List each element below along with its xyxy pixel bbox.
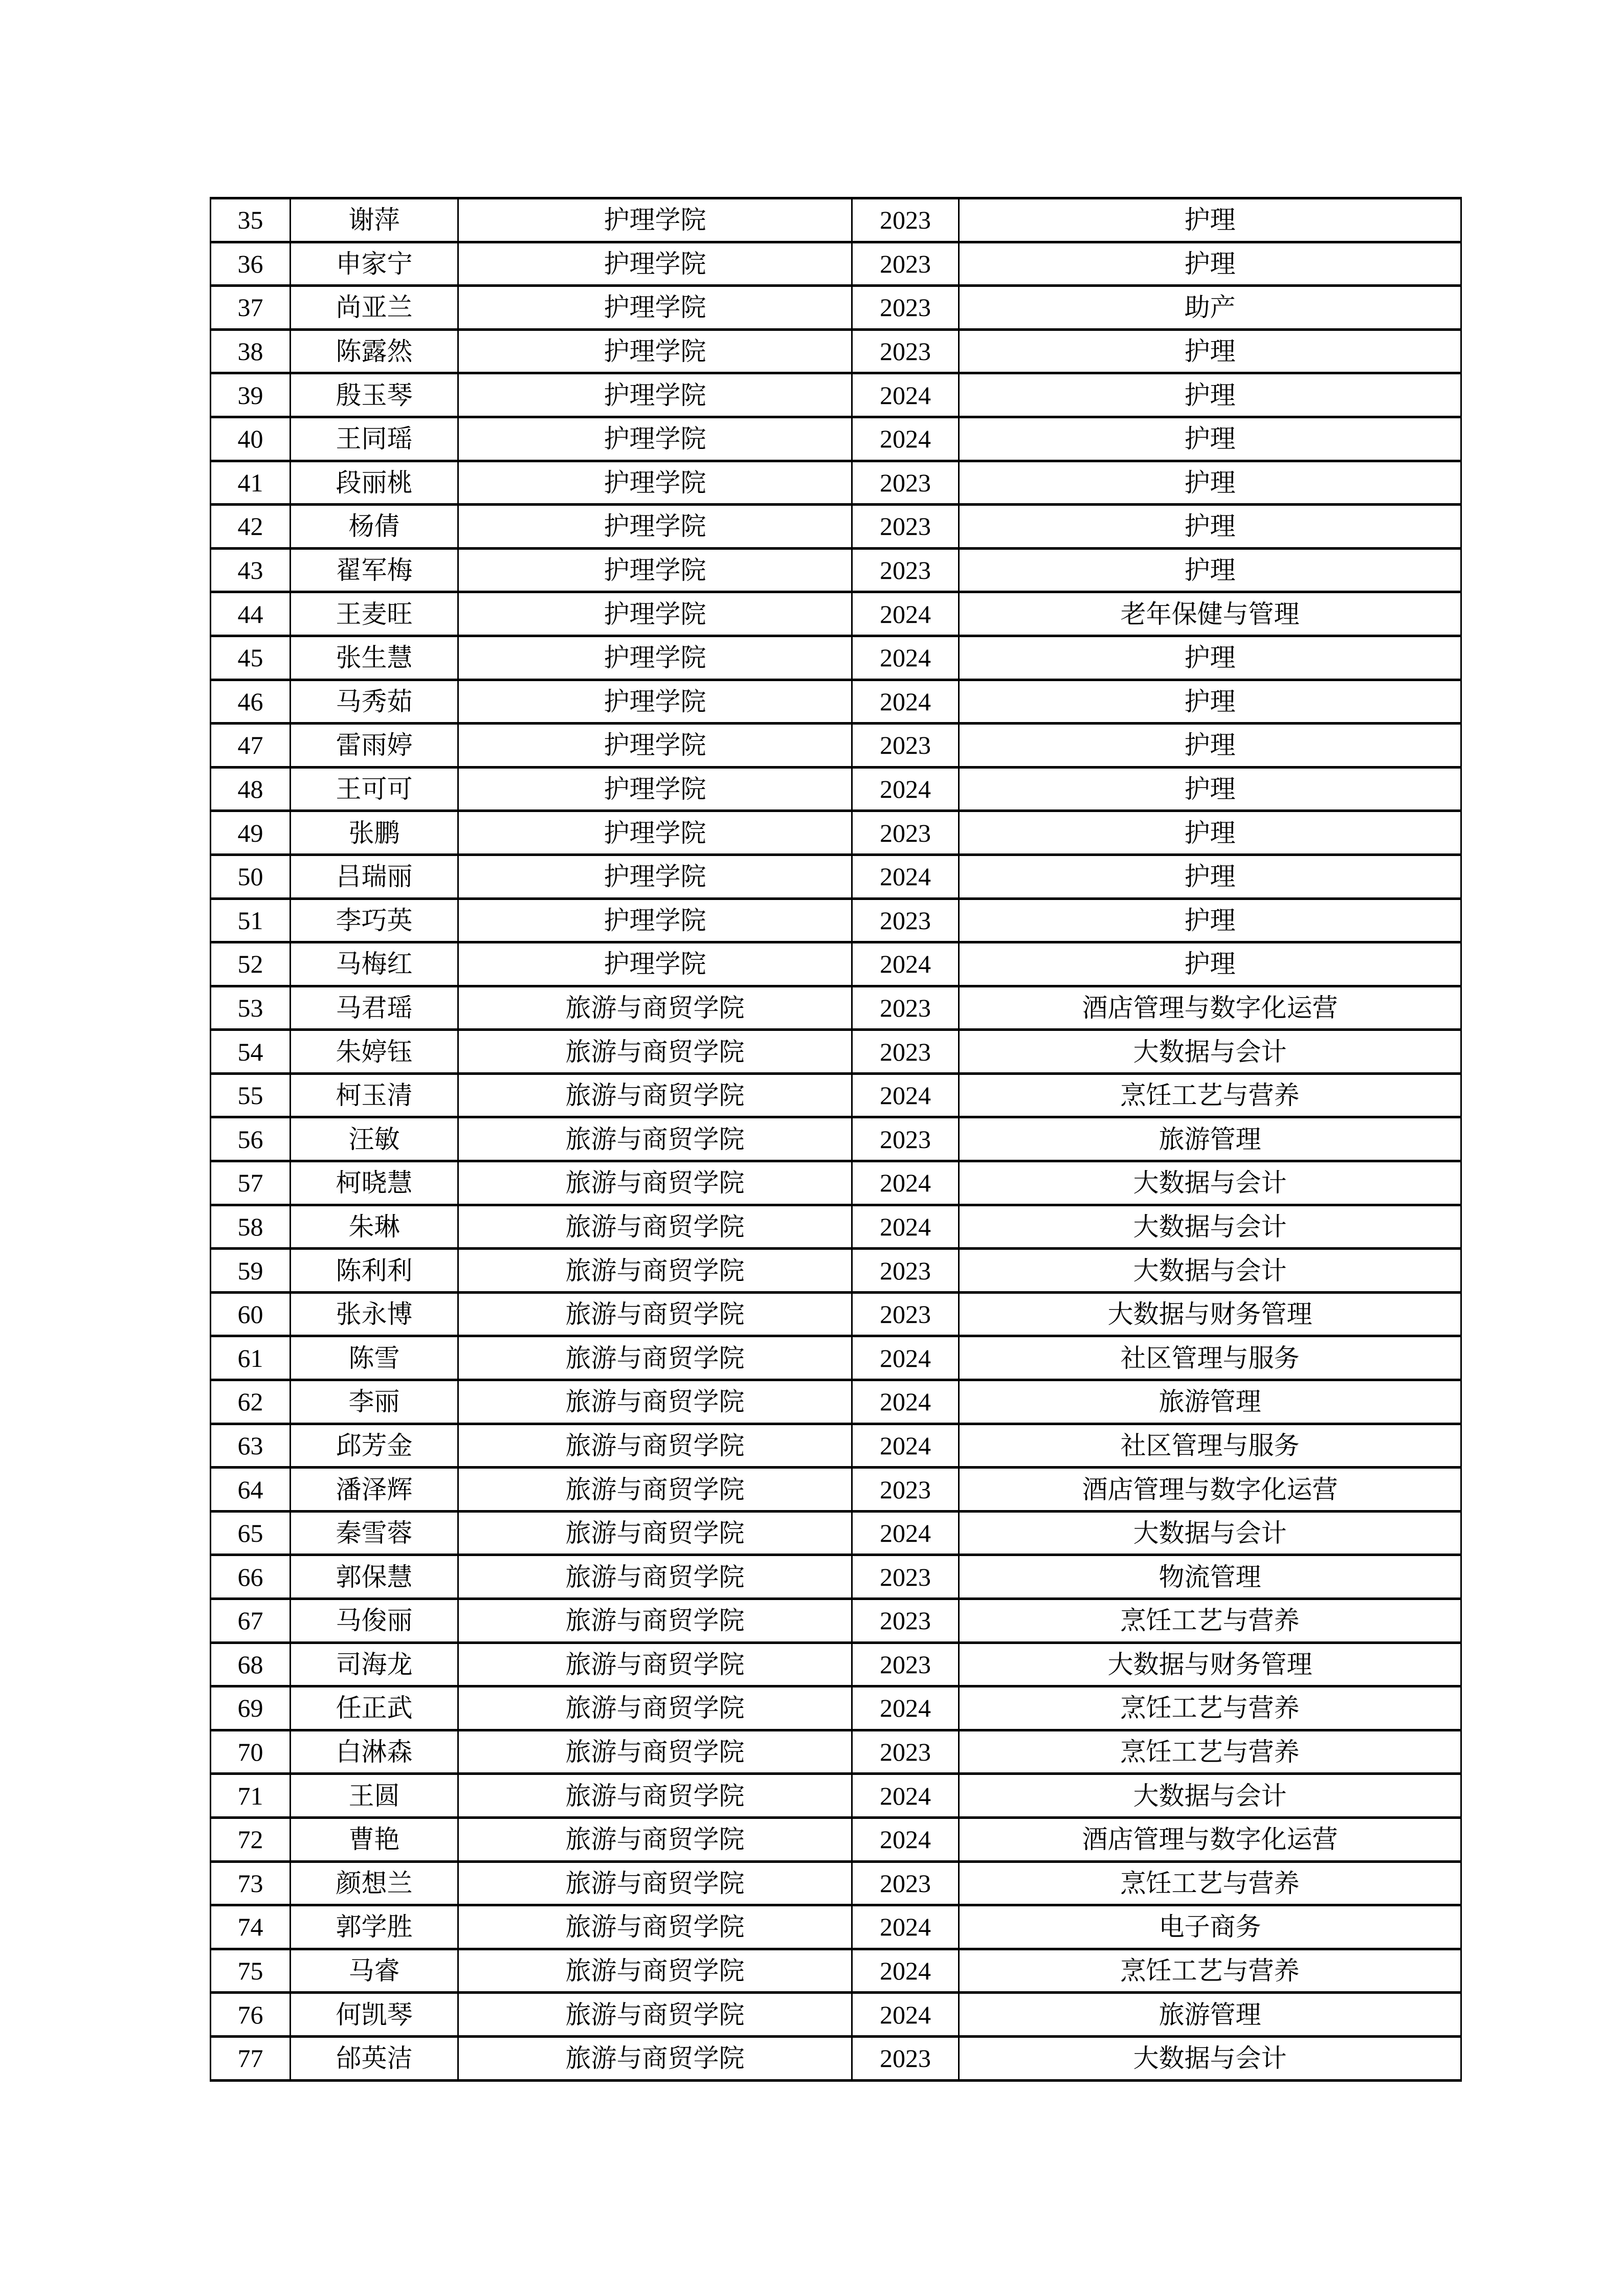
cell-year: 2023 bbox=[852, 1249, 959, 1293]
table-row bbox=[211, 1730, 1461, 1774]
cell-no: 46 bbox=[211, 680, 291, 724]
cell-college: 护理学院 bbox=[458, 461, 852, 505]
cell-college: 旅游与商贸学院 bbox=[458, 986, 852, 1030]
cell-major: 大数据与财务管理 bbox=[959, 1642, 1461, 1686]
cell-name: 尚亚兰 bbox=[291, 286, 458, 330]
table-row bbox=[211, 1555, 1461, 1599]
cell-no: 73 bbox=[211, 1861, 291, 1905]
cell-no: 55 bbox=[211, 1073, 291, 1117]
cell-year: 2023 bbox=[852, 1030, 959, 1074]
cell-major: 护理 bbox=[959, 767, 1461, 811]
cell-major: 大数据与会计 bbox=[959, 1774, 1461, 1818]
cell-no: 50 bbox=[211, 854, 291, 898]
cell-major: 大数据与会计 bbox=[959, 1511, 1461, 1555]
cell-major: 烹饪工艺与营养 bbox=[959, 1949, 1461, 1993]
cell-major: 护理 bbox=[959, 242, 1461, 286]
cell-college: 旅游与商贸学院 bbox=[458, 1993, 852, 2037]
cell-year: 2024 bbox=[852, 1686, 959, 1730]
cell-name: 陈雪 bbox=[291, 1336, 458, 1380]
cell-major: 社区管理与服务 bbox=[959, 1336, 1461, 1380]
cell-no: 62 bbox=[211, 1380, 291, 1424]
cell-no: 56 bbox=[211, 1117, 291, 1161]
cell-no: 44 bbox=[211, 592, 291, 636]
cell-no: 70 bbox=[211, 1730, 291, 1774]
cell-major: 酒店管理与数字化运营 bbox=[959, 986, 1461, 1030]
table-row bbox=[211, 1949, 1461, 1993]
table-row bbox=[211, 1205, 1461, 1249]
cell-major: 助产 bbox=[959, 286, 1461, 330]
cell-name: 郭保慧 bbox=[291, 1555, 458, 1599]
cell-name: 马秀茹 bbox=[291, 680, 458, 724]
cell-college: 护理学院 bbox=[458, 286, 852, 330]
cell-no: 68 bbox=[211, 1642, 291, 1686]
cell-year: 2023 bbox=[852, 1599, 959, 1643]
cell-year: 2023 bbox=[852, 724, 959, 768]
cell-college: 旅游与商贸学院 bbox=[458, 1380, 852, 1424]
cell-year: 2023 bbox=[852, 2036, 959, 2080]
cell-no: 37 bbox=[211, 286, 291, 330]
cell-name: 柯晓慧 bbox=[291, 1161, 458, 1205]
table-row bbox=[211, 767, 1461, 811]
cell-major: 酒店管理与数字化运营 bbox=[959, 1817, 1461, 1861]
cell-college: 护理学院 bbox=[458, 636, 852, 680]
cell-major: 烹饪工艺与营养 bbox=[959, 1861, 1461, 1905]
table-row bbox=[211, 898, 1461, 942]
table-row bbox=[211, 1817, 1461, 1861]
cell-name: 雷雨婷 bbox=[291, 724, 458, 768]
table-row bbox=[211, 1380, 1461, 1424]
cell-no: 65 bbox=[211, 1511, 291, 1555]
cell-year: 2024 bbox=[852, 373, 959, 417]
cell-college: 护理学院 bbox=[458, 680, 852, 724]
cell-major: 旅游管理 bbox=[959, 1380, 1461, 1424]
cell-major: 烹饪工艺与营养 bbox=[959, 1599, 1461, 1643]
cell-year: 2024 bbox=[852, 1905, 959, 1949]
cell-year: 2023 bbox=[852, 548, 959, 592]
cell-major: 护理 bbox=[959, 898, 1461, 942]
cell-no: 61 bbox=[211, 1336, 291, 1380]
table-row bbox=[211, 1117, 1461, 1161]
cell-major: 护理 bbox=[959, 811, 1461, 855]
cell-name: 朱琳 bbox=[291, 1205, 458, 1249]
cell-college: 护理学院 bbox=[458, 417, 852, 461]
cell-year: 2024 bbox=[852, 942, 959, 986]
cell-name: 谢萍 bbox=[291, 198, 458, 242]
cell-college: 护理学院 bbox=[458, 198, 852, 242]
cell-no: 36 bbox=[211, 242, 291, 286]
cell-name: 何凯琴 bbox=[291, 1993, 458, 2037]
cell-name: 吕瑞丽 bbox=[291, 854, 458, 898]
table-row bbox=[211, 2036, 1461, 2080]
cell-year: 2024 bbox=[852, 1511, 959, 1555]
cell-name: 王圆 bbox=[291, 1774, 458, 1818]
cell-major: 旅游管理 bbox=[959, 1993, 1461, 2037]
table-row bbox=[211, 854, 1461, 898]
table-row bbox=[211, 329, 1461, 373]
cell-college: 旅游与商贸学院 bbox=[458, 1030, 852, 1074]
cell-college: 旅游与商贸学院 bbox=[458, 1292, 852, 1336]
cell-name: 马君瑶 bbox=[291, 986, 458, 1030]
cell-name: 张鹏 bbox=[291, 811, 458, 855]
cell-year: 2024 bbox=[852, 680, 959, 724]
cell-name: 段丽桃 bbox=[291, 461, 458, 505]
cell-year: 2023 bbox=[852, 811, 959, 855]
cell-year: 2023 bbox=[852, 1292, 959, 1336]
cell-year: 2024 bbox=[852, 1993, 959, 2037]
cell-major: 护理 bbox=[959, 505, 1461, 549]
cell-college: 旅游与商贸学院 bbox=[458, 1161, 852, 1205]
cell-major: 护理 bbox=[959, 636, 1461, 680]
table-row bbox=[211, 1424, 1461, 1468]
cell-year: 2024 bbox=[852, 854, 959, 898]
cell-college: 护理学院 bbox=[458, 329, 852, 373]
table-row bbox=[211, 1030, 1461, 1074]
table-row bbox=[211, 1993, 1461, 2037]
table-row bbox=[211, 286, 1461, 330]
cell-year: 2024 bbox=[852, 1817, 959, 1861]
cell-college: 旅游与商贸学院 bbox=[458, 1949, 852, 1993]
cell-name: 张生慧 bbox=[291, 636, 458, 680]
cell-name: 马俊丽 bbox=[291, 1599, 458, 1643]
cell-no: 57 bbox=[211, 1161, 291, 1205]
cell-no: 43 bbox=[211, 548, 291, 592]
table-row bbox=[211, 1599, 1461, 1643]
cell-name: 朱婷钰 bbox=[291, 1030, 458, 1074]
cell-name: 白淋森 bbox=[291, 1730, 458, 1774]
table-row bbox=[211, 1642, 1461, 1686]
cell-no: 38 bbox=[211, 329, 291, 373]
cell-major: 护理 bbox=[959, 461, 1461, 505]
cell-college: 旅游与商贸学院 bbox=[458, 1336, 852, 1380]
cell-no: 63 bbox=[211, 1424, 291, 1468]
cell-name: 王麦旺 bbox=[291, 592, 458, 636]
cell-name: 马睿 bbox=[291, 1949, 458, 1993]
cell-major: 大数据与会计 bbox=[959, 1161, 1461, 1205]
cell-no: 59 bbox=[211, 1249, 291, 1293]
cell-no: 52 bbox=[211, 942, 291, 986]
cell-major: 护理 bbox=[959, 942, 1461, 986]
cell-year: 2024 bbox=[852, 1205, 959, 1249]
cell-year: 2024 bbox=[852, 1774, 959, 1818]
cell-major: 护理 bbox=[959, 417, 1461, 461]
cell-no: 64 bbox=[211, 1468, 291, 1512]
table-row bbox=[211, 1249, 1461, 1293]
cell-college: 旅游与商贸学院 bbox=[458, 1117, 852, 1161]
cell-name: 马梅红 bbox=[291, 942, 458, 986]
cell-college: 护理学院 bbox=[458, 898, 852, 942]
table-row bbox=[211, 1292, 1461, 1336]
table-row bbox=[211, 636, 1461, 680]
cell-name: 王同瑶 bbox=[291, 417, 458, 461]
table-row bbox=[211, 548, 1461, 592]
cell-no: 39 bbox=[211, 373, 291, 417]
cell-no: 45 bbox=[211, 636, 291, 680]
cell-name: 汪敏 bbox=[291, 1117, 458, 1161]
cell-year: 2024 bbox=[852, 1949, 959, 1993]
table-row bbox=[211, 1161, 1461, 1205]
cell-no: 47 bbox=[211, 724, 291, 768]
cell-no: 51 bbox=[211, 898, 291, 942]
roster-body bbox=[211, 198, 1461, 2081]
cell-year: 2023 bbox=[852, 505, 959, 549]
cell-no: 53 bbox=[211, 986, 291, 1030]
cell-no: 75 bbox=[211, 1949, 291, 1993]
cell-name: 陈利利 bbox=[291, 1249, 458, 1293]
table-row bbox=[211, 505, 1461, 549]
cell-name: 王可可 bbox=[291, 767, 458, 811]
cell-year: 2023 bbox=[852, 1117, 959, 1161]
cell-year: 2024 bbox=[852, 636, 959, 680]
cell-no: 69 bbox=[211, 1686, 291, 1730]
cell-year: 2024 bbox=[852, 767, 959, 811]
cell-year: 2023 bbox=[852, 1555, 959, 1599]
cell-college: 护理学院 bbox=[458, 592, 852, 636]
table-row bbox=[211, 942, 1461, 986]
cell-year: 2024 bbox=[852, 417, 959, 461]
cell-college: 护理学院 bbox=[458, 767, 852, 811]
cell-name: 秦雪蓉 bbox=[291, 1511, 458, 1555]
cell-college: 旅游与商贸学院 bbox=[458, 1468, 852, 1512]
table-row bbox=[211, 373, 1461, 417]
table-row bbox=[211, 1468, 1461, 1512]
cell-year: 2023 bbox=[852, 198, 959, 242]
cell-college: 旅游与商贸学院 bbox=[458, 1774, 852, 1818]
cell-name: 邰英洁 bbox=[291, 2036, 458, 2080]
table-row bbox=[211, 1861, 1461, 1905]
cell-college: 护理学院 bbox=[458, 811, 852, 855]
cell-no: 42 bbox=[211, 505, 291, 549]
cell-college: 护理学院 bbox=[458, 373, 852, 417]
cell-year: 2024 bbox=[852, 1336, 959, 1380]
cell-no: 41 bbox=[211, 461, 291, 505]
cell-year: 2023 bbox=[852, 1642, 959, 1686]
cell-no: 40 bbox=[211, 417, 291, 461]
cell-major: 护理 bbox=[959, 329, 1461, 373]
cell-name: 陈露然 bbox=[291, 329, 458, 373]
cell-college: 旅游与商贸学院 bbox=[458, 2036, 852, 2080]
cell-no: 35 bbox=[211, 198, 291, 242]
cell-college: 旅游与商贸学院 bbox=[458, 1905, 852, 1949]
table-row bbox=[211, 198, 1461, 242]
cell-major: 社区管理与服务 bbox=[959, 1424, 1461, 1468]
cell-no: 76 bbox=[211, 1993, 291, 2037]
cell-year: 2024 bbox=[852, 592, 959, 636]
cell-name: 李丽 bbox=[291, 1380, 458, 1424]
cell-no: 72 bbox=[211, 1817, 291, 1861]
cell-no: 60 bbox=[211, 1292, 291, 1336]
cell-no: 54 bbox=[211, 1030, 291, 1074]
cell-college: 护理学院 bbox=[458, 242, 852, 286]
cell-name: 柯玉清 bbox=[291, 1073, 458, 1117]
table-row bbox=[211, 986, 1461, 1030]
table-row bbox=[211, 680, 1461, 724]
table-row bbox=[211, 592, 1461, 636]
table-row bbox=[211, 1511, 1461, 1555]
cell-major: 护理 bbox=[959, 724, 1461, 768]
cell-major: 护理 bbox=[959, 198, 1461, 242]
cell-major: 物流管理 bbox=[959, 1555, 1461, 1599]
cell-college: 旅游与商贸学院 bbox=[458, 1555, 852, 1599]
cell-major: 大数据与会计 bbox=[959, 1205, 1461, 1249]
cell-major: 大数据与会计 bbox=[959, 2036, 1461, 2080]
cell-year: 2024 bbox=[852, 1424, 959, 1468]
cell-year: 2023 bbox=[852, 242, 959, 286]
cell-college: 旅游与商贸学院 bbox=[458, 1861, 852, 1905]
cell-college: 护理学院 bbox=[458, 505, 852, 549]
table-row bbox=[211, 724, 1461, 768]
cell-no: 58 bbox=[211, 1205, 291, 1249]
cell-major: 旅游管理 bbox=[959, 1117, 1461, 1161]
cell-no: 49 bbox=[211, 811, 291, 855]
cell-name: 杨倩 bbox=[291, 505, 458, 549]
cell-name: 翟军梅 bbox=[291, 548, 458, 592]
cell-college: 护理学院 bbox=[458, 548, 852, 592]
cell-college: 旅游与商贸学院 bbox=[458, 1686, 852, 1730]
cell-college: 旅游与商贸学院 bbox=[458, 1642, 852, 1686]
cell-college: 旅游与商贸学院 bbox=[458, 1730, 852, 1774]
cell-major: 护理 bbox=[959, 680, 1461, 724]
cell-year: 2023 bbox=[852, 1468, 959, 1512]
cell-year: 2023 bbox=[852, 461, 959, 505]
cell-year: 2023 bbox=[852, 286, 959, 330]
cell-college: 旅游与商贸学院 bbox=[458, 1205, 852, 1249]
cell-name: 张永博 bbox=[291, 1292, 458, 1336]
table-row bbox=[211, 1905, 1461, 1949]
table-row bbox=[211, 811, 1461, 855]
cell-major: 烹饪工艺与营养 bbox=[959, 1730, 1461, 1774]
cell-name: 李巧英 bbox=[291, 898, 458, 942]
table-row bbox=[211, 1073, 1461, 1117]
table-row bbox=[211, 1336, 1461, 1380]
cell-year: 2023 bbox=[852, 329, 959, 373]
cell-name: 任正武 bbox=[291, 1686, 458, 1730]
cell-no: 74 bbox=[211, 1905, 291, 1949]
cell-major: 大数据与财务管理 bbox=[959, 1292, 1461, 1336]
cell-name: 邱芳金 bbox=[291, 1424, 458, 1468]
cell-college: 护理学院 bbox=[458, 724, 852, 768]
cell-name: 司海龙 bbox=[291, 1642, 458, 1686]
cell-year: 2024 bbox=[852, 1073, 959, 1117]
cell-no: 66 bbox=[211, 1555, 291, 1599]
cell-college: 护理学院 bbox=[458, 854, 852, 898]
cell-no: 77 bbox=[211, 2036, 291, 2080]
cell-year: 2023 bbox=[852, 986, 959, 1030]
cell-name: 颜想兰 bbox=[291, 1861, 458, 1905]
cell-major: 烹饪工艺与营养 bbox=[959, 1073, 1461, 1117]
cell-major: 烹饪工艺与营养 bbox=[959, 1686, 1461, 1730]
cell-name: 郭学胜 bbox=[291, 1905, 458, 1949]
cell-year: 2023 bbox=[852, 898, 959, 942]
table-row bbox=[211, 242, 1461, 286]
cell-name: 曹艳 bbox=[291, 1817, 458, 1861]
cell-major: 大数据与会计 bbox=[959, 1030, 1461, 1074]
cell-major: 护理 bbox=[959, 854, 1461, 898]
cell-major: 护理 bbox=[959, 373, 1461, 417]
cell-year: 2024 bbox=[852, 1380, 959, 1424]
cell-major: 护理 bbox=[959, 548, 1461, 592]
cell-major: 酒店管理与数字化运营 bbox=[959, 1468, 1461, 1512]
cell-year: 2024 bbox=[852, 1161, 959, 1205]
table-row bbox=[211, 461, 1461, 505]
cell-major: 电子商务 bbox=[959, 1905, 1461, 1949]
table-row bbox=[211, 417, 1461, 461]
cell-college: 旅游与商贸学院 bbox=[458, 1249, 852, 1293]
cell-college: 护理学院 bbox=[458, 942, 852, 986]
cell-year: 2023 bbox=[852, 1861, 959, 1905]
table-row bbox=[211, 1686, 1461, 1730]
cell-major: 大数据与会计 bbox=[959, 1249, 1461, 1293]
cell-no: 48 bbox=[211, 767, 291, 811]
cell-year: 2023 bbox=[852, 1730, 959, 1774]
cell-college: 旅游与商贸学院 bbox=[458, 1511, 852, 1555]
cell-no: 71 bbox=[211, 1774, 291, 1818]
cell-no: 67 bbox=[211, 1599, 291, 1643]
cell-name: 申家宁 bbox=[291, 242, 458, 286]
cell-college: 旅游与商贸学院 bbox=[458, 1817, 852, 1861]
cell-name: 潘泽辉 bbox=[291, 1468, 458, 1512]
cell-name: 殷玉琴 bbox=[291, 373, 458, 417]
cell-college: 旅游与商贸学院 bbox=[458, 1073, 852, 1117]
student-roster-table bbox=[210, 197, 1462, 2082]
table-row bbox=[211, 1774, 1461, 1818]
cell-college: 旅游与商贸学院 bbox=[458, 1424, 852, 1468]
cell-college: 旅游与商贸学院 bbox=[458, 1599, 852, 1643]
cell-major: 老年保健与管理 bbox=[959, 592, 1461, 636]
